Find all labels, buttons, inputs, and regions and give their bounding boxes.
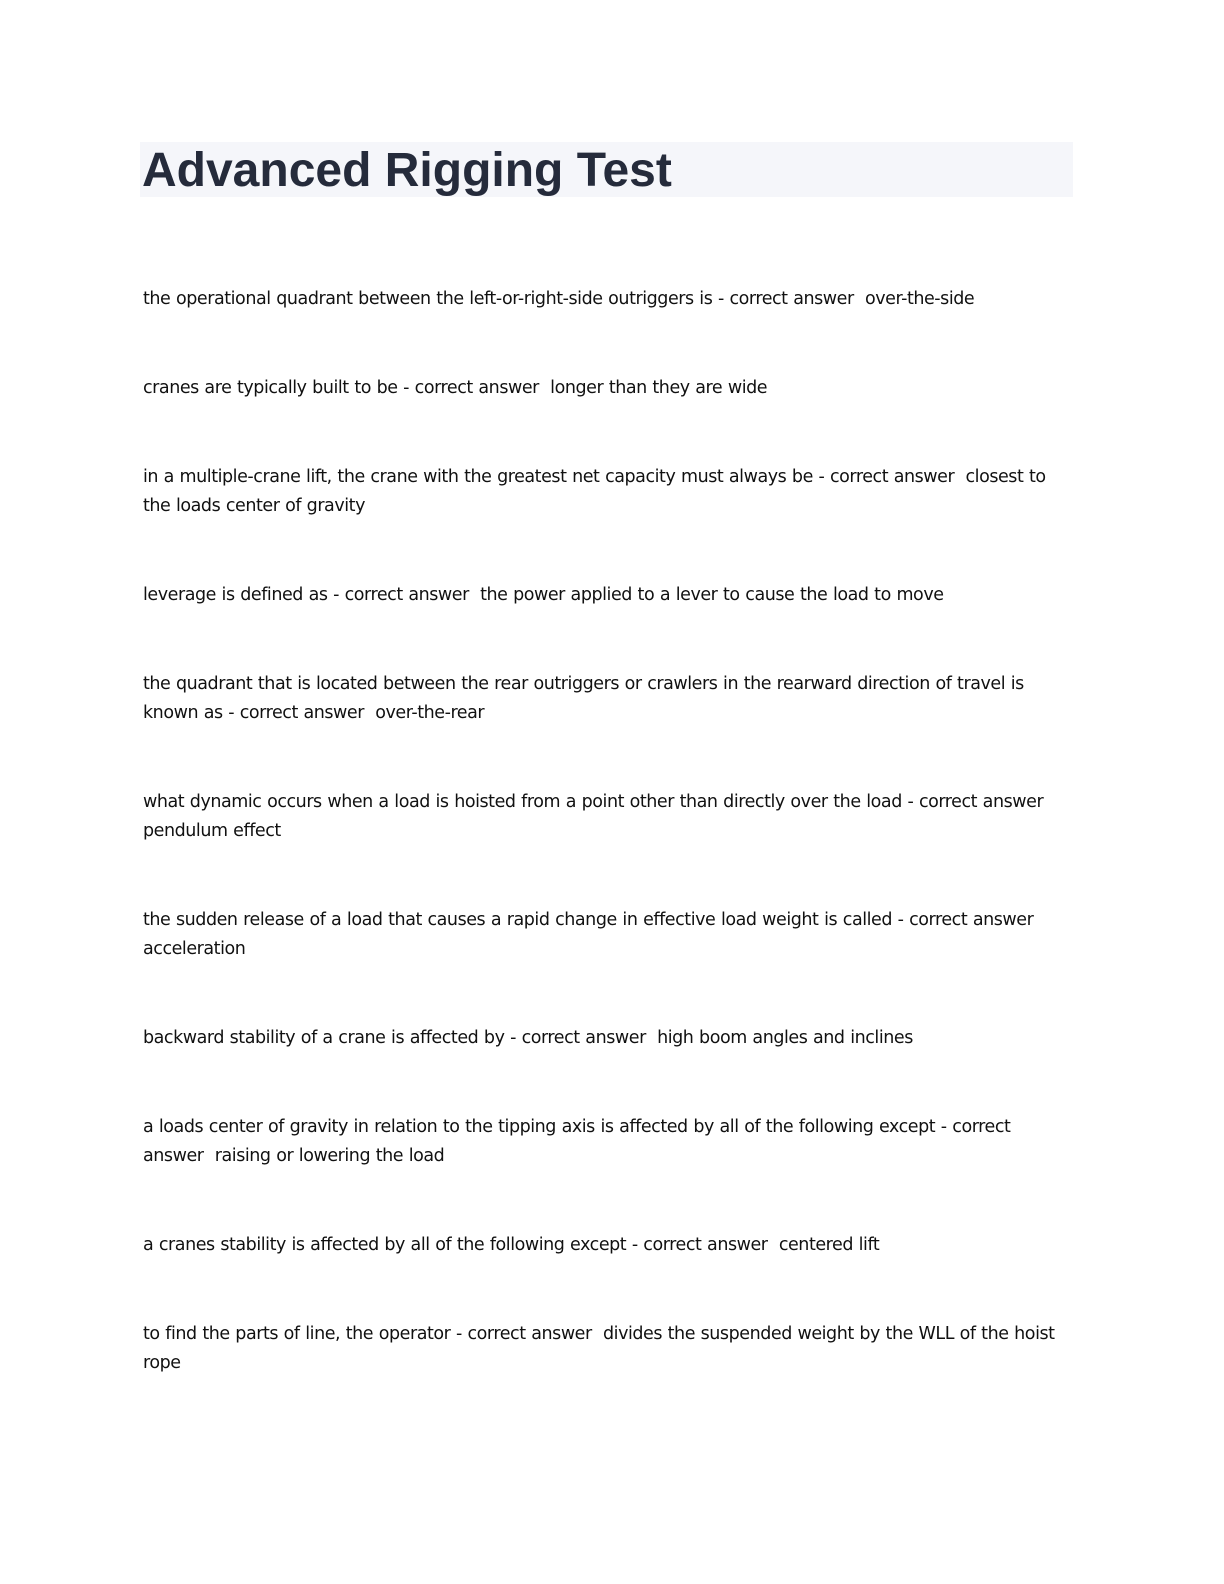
question-text: to find the parts of line, the operator - correct answer: [143, 1324, 592, 1344]
answer-text: the power applied to a lever to cause the load to move: [480, 585, 944, 605]
qa-item: [143, 1024, 1073, 1053]
qa-item: [143, 1113, 1073, 1171]
question-text: a cranes stability is affected by all of the following except - correct answer: [143, 1235, 768, 1255]
qa-item: [143, 581, 1073, 610]
answer-text: acceleration: [143, 939, 246, 959]
answer-text: pendulum effect: [143, 821, 281, 841]
answer-text: over-the-rear: [375, 703, 485, 723]
qa-item: [143, 1320, 1073, 1378]
qa-item: [143, 670, 1073, 728]
qa-item: [143, 285, 1073, 314]
qa-item: [143, 788, 1073, 846]
answer-text: closest to the loads center of gravity: [143, 467, 1046, 516]
question-text: leverage is defined as - correct answer: [143, 585, 469, 605]
answer-text: raising or lowering the load: [214, 1146, 445, 1166]
qa-item: [143, 463, 1073, 521]
question-text: cranes are typically built to be - correct answer: [143, 378, 539, 398]
qa-item: [143, 906, 1073, 964]
question-text: the quadrant that is located between the rear outriggers or crawlers in the rearward direction of travel is known as - correct answer: [143, 674, 1024, 723]
question-text: what dynamic occurs when a load is hoisted from a point other than directly over the load - correct answer: [143, 792, 1044, 812]
question-text: a loads center of gravity in relation to the tipping axis is affected by all of the following except - correct answer: [143, 1117, 1011, 1166]
answer-text: high boom angles and inclines: [657, 1028, 913, 1048]
answer-text: divides the suspended weight by the WLL of the hoist rope: [143, 1324, 1055, 1373]
answer-text: centered lift: [778, 1235, 880, 1255]
qa-item: [143, 1231, 1073, 1260]
qa-item: [143, 374, 1073, 403]
answer-text: longer than they are wide: [550, 378, 768, 398]
question-text: the sudden release of a load that causes a rapid change in effective load weight is called - correct answer: [143, 910, 1034, 930]
answer-text: over-the-side: [864, 289, 975, 309]
question-text: the operational quadrant between the left-or-right-side outriggers is - correct answer: [143, 289, 854, 309]
title-band: [140, 142, 1073, 197]
question-text: in a multiple-crane lift, the crane with the greatest net capacity must always be - correct answer: [143, 467, 955, 487]
document-title: Advanced Rigging Test: [142, 144, 672, 197]
question-text: backward stability of a crane is affected by - correct answer: [143, 1028, 646, 1048]
